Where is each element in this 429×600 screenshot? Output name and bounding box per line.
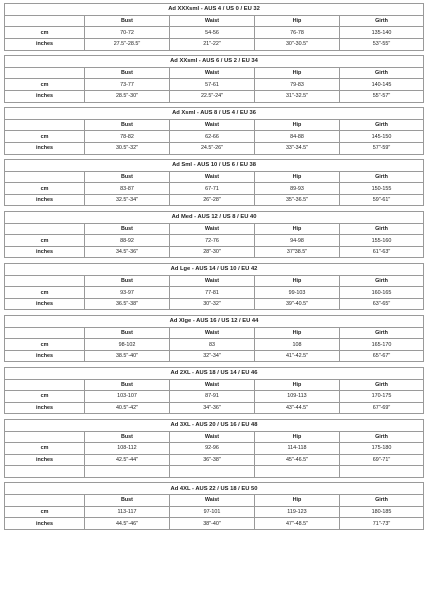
cm-row: [5, 506, 424, 518]
cm-row: [5, 183, 424, 195]
column-header: Hip: [255, 171, 340, 183]
measurement-cell: 140-145: [340, 79, 424, 91]
inches-row-label: inches: [5, 402, 85, 414]
measurement-cell: 42.5"-44": [85, 454, 170, 466]
size-table: [4, 419, 424, 478]
measurement-cell: 78-82: [85, 131, 170, 143]
measurement-cell: 108: [255, 339, 340, 351]
measurement-cell: 89-93: [255, 183, 340, 195]
inches-row-label: inches: [5, 194, 85, 206]
measurement-cell: 84-88: [255, 131, 340, 143]
column-header: Waist: [170, 379, 255, 391]
size-title: Ad Xlge - AUS 16 / US 12 / EU 44: [5, 315, 424, 327]
measurement-cell: 94-98: [255, 235, 340, 247]
measurement-cell: 114-118: [255, 443, 340, 455]
measurement-cell: 44.5"-46": [85, 518, 170, 530]
column-header: Bust: [85, 379, 170, 391]
inches-row-label: inches: [5, 298, 85, 310]
column-header: Hip: [255, 327, 340, 339]
size-title-row: [5, 211, 424, 223]
measurement-cell: 34.5"-36": [85, 246, 170, 258]
column-header: Bust: [85, 223, 170, 235]
column-header-row: [5, 327, 424, 339]
measurement-cell: 180-185: [340, 506, 424, 518]
measurement-cell: 61"-63": [340, 246, 424, 258]
cm-row: [5, 131, 424, 143]
inches-row: [5, 246, 424, 258]
column-header: Waist: [170, 67, 255, 79]
column-header-row: [5, 15, 424, 27]
measurement-cell: 160-165: [340, 287, 424, 299]
cm-row: [5, 443, 424, 455]
blank-cell: [340, 466, 424, 478]
measurement-cell: 32.5"-34": [85, 194, 170, 206]
header-blank-cell: [5, 119, 85, 131]
measurement-cell: 30.5"-32": [85, 142, 170, 154]
size-title-row: [5, 419, 424, 431]
measurement-cell: 71"-73": [340, 518, 424, 530]
column-header: Waist: [170, 119, 255, 131]
blank-cell: [5, 466, 85, 478]
cm-row: [5, 235, 424, 247]
size-title-row: [5, 483, 424, 495]
inches-row: [5, 350, 424, 362]
cm-row-label: cm: [5, 506, 85, 518]
header-blank-cell: [5, 15, 85, 27]
measurement-cell: 31"-32.5": [255, 90, 340, 102]
size-title-row: [5, 315, 424, 327]
cm-row: [5, 27, 424, 39]
measurement-cell: 26"-28": [170, 194, 255, 206]
column-header: Hip: [255, 495, 340, 507]
measurement-cell: 36"-38": [170, 454, 255, 466]
cm-row-label: cm: [5, 131, 85, 143]
measurement-cell: 63"-65": [340, 298, 424, 310]
measurement-cell: 30"-32": [170, 298, 255, 310]
measurement-cell: 83-87: [85, 183, 170, 195]
measurement-cell: 87-91: [170, 391, 255, 403]
measurement-cell: 108-112: [85, 443, 170, 455]
blank-cell: [170, 466, 255, 478]
column-header: Waist: [170, 171, 255, 183]
measurement-cell: 30"-30.5": [255, 38, 340, 50]
inches-row-label: inches: [5, 350, 85, 362]
column-header: Bust: [85, 67, 170, 79]
column-header-row: [5, 431, 424, 443]
column-header: Waist: [170, 15, 255, 27]
measurement-cell: 32"-34": [170, 350, 255, 362]
measurement-cell: 155-160: [340, 235, 424, 247]
column-header-row: [5, 495, 424, 507]
cm-row-label: cm: [5, 287, 85, 299]
column-header: Bust: [85, 327, 170, 339]
measurement-cell: 53"-55": [340, 38, 424, 50]
cm-row-label: cm: [5, 391, 85, 403]
measurement-cell: 83: [170, 339, 255, 351]
measurement-cell: 135-140: [340, 27, 424, 39]
header-blank-cell: [5, 379, 85, 391]
header-blank-cell: [5, 223, 85, 235]
inches-row-label: inches: [5, 518, 85, 530]
measurement-cell: 57-61: [170, 79, 255, 91]
size-title-row: [5, 367, 424, 379]
measurement-cell: 39"-40.5": [255, 298, 340, 310]
measurement-cell: 109-113: [255, 391, 340, 403]
measurement-cell: 72-76: [170, 235, 255, 247]
column-header: Girth: [340, 119, 424, 131]
measurement-cell: 28"-30": [170, 246, 255, 258]
measurement-cell: 88-92: [85, 235, 170, 247]
column-header: Bust: [85, 15, 170, 27]
cm-row-label: cm: [5, 27, 85, 39]
measurement-cell: 70-72: [85, 27, 170, 39]
cm-row-label: cm: [5, 183, 85, 195]
inches-row: [5, 142, 424, 154]
size-table: [4, 482, 424, 530]
column-header: Hip: [255, 379, 340, 391]
column-header-row: [5, 119, 424, 131]
column-header: Bust: [85, 275, 170, 287]
cm-row-label: cm: [5, 443, 85, 455]
size-title-row: [5, 159, 424, 171]
inches-row: [5, 402, 424, 414]
size-table: [4, 211, 424, 259]
column-header: Girth: [340, 67, 424, 79]
size-table: [4, 55, 424, 103]
column-header: Hip: [255, 431, 340, 443]
inches-row-label: inches: [5, 454, 85, 466]
column-header: Girth: [340, 431, 424, 443]
column-header: Bust: [85, 495, 170, 507]
column-header: Bust: [85, 171, 170, 183]
column-header-row: [5, 171, 424, 183]
cm-row-label: cm: [5, 79, 85, 91]
measurement-cell: 170-175: [340, 391, 424, 403]
cm-row: [5, 391, 424, 403]
inches-row: [5, 298, 424, 310]
column-header: Girth: [340, 15, 424, 27]
measurement-cell: 24.5"-26": [170, 142, 255, 154]
measurement-cell: 55"-57": [340, 90, 424, 102]
measurement-cell: 62-66: [170, 131, 255, 143]
column-header: Bust: [85, 119, 170, 131]
measurement-cell: 92-96: [170, 443, 255, 455]
measurement-cell: 145-150: [340, 131, 424, 143]
inches-row: [5, 38, 424, 50]
cm-row: [5, 79, 424, 91]
column-header: Waist: [170, 275, 255, 287]
column-header: Bust: [85, 431, 170, 443]
size-title-row: [5, 4, 424, 16]
column-header: Hip: [255, 67, 340, 79]
header-blank-cell: [5, 495, 85, 507]
measurement-cell: 57"-59": [340, 142, 424, 154]
size-title-row: [5, 107, 424, 119]
size-table: [4, 3, 424, 51]
blank-cell: [255, 466, 340, 478]
measurement-cell: 54-56: [170, 27, 255, 39]
measurement-cell: 59"-61": [340, 194, 424, 206]
inches-row: [5, 454, 424, 466]
cm-row: [5, 339, 424, 351]
measurement-cell: 97-101: [170, 506, 255, 518]
column-header: Waist: [170, 495, 255, 507]
column-header: Girth: [340, 379, 424, 391]
measurement-cell: 27.5"-28.5": [85, 38, 170, 50]
size-chart: [4, 3, 423, 530]
measurement-cell: 93-97: [85, 287, 170, 299]
measurement-cell: 37"38.5": [255, 246, 340, 258]
measurement-cell: 103-107: [85, 391, 170, 403]
measurement-cell: 119-123: [255, 506, 340, 518]
column-header: Girth: [340, 171, 424, 183]
size-title: Ad Sml - AUS 10 / US 6 / EU 38: [5, 159, 424, 171]
measurement-cell: 98-102: [85, 339, 170, 351]
blank-cell: [85, 466, 170, 478]
column-header-row: [5, 67, 424, 79]
size-title: Ad 2XL - AUS 18 / US 14 / EU 46: [5, 367, 424, 379]
measurement-cell: 67"-69": [340, 402, 424, 414]
column-header: Waist: [170, 431, 255, 443]
column-header: Hip: [255, 119, 340, 131]
inches-row-label: inches: [5, 90, 85, 102]
column-header: Waist: [170, 327, 255, 339]
size-title: Ad Xsml - AUS 8 / US 4 / EU 36: [5, 107, 424, 119]
measurement-cell: 76-78: [255, 27, 340, 39]
size-table: [4, 107, 424, 155]
measurement-cell: 40.5"-42": [85, 402, 170, 414]
size-title: Ad Lge - AUS 14 / US 10 / EU 42: [5, 263, 424, 275]
measurement-cell: 47"-48.5": [255, 518, 340, 530]
measurement-cell: 69"-71": [340, 454, 424, 466]
header-blank-cell: [5, 275, 85, 287]
size-title: Ad XXsml - AUS 6 / US 2 / EU 34: [5, 55, 424, 67]
inches-row: [5, 194, 424, 206]
column-header: Hip: [255, 275, 340, 287]
size-title: Ad 4XL - AUS 22 / US 18 / EU 50: [5, 483, 424, 495]
measurement-cell: 79-83: [255, 79, 340, 91]
measurement-cell: 77-81: [170, 287, 255, 299]
cm-row-label: cm: [5, 235, 85, 247]
size-title: Ad Med - AUS 12 / US 8 / EU 40: [5, 211, 424, 223]
column-header: Girth: [340, 495, 424, 507]
column-header-row: [5, 223, 424, 235]
cm-row: [5, 287, 424, 299]
measurement-cell: 65"-67": [340, 350, 424, 362]
column-header: Hip: [255, 15, 340, 27]
blank-row: [5, 466, 424, 478]
measurement-cell: 150-155: [340, 183, 424, 195]
inches-row-label: inches: [5, 38, 85, 50]
size-title: Ad 3XL - AUS 20 / US 16 / EU 48: [5, 419, 424, 431]
header-blank-cell: [5, 171, 85, 183]
column-header: Girth: [340, 327, 424, 339]
measurement-cell: 21"-22": [170, 38, 255, 50]
column-header: Hip: [255, 223, 340, 235]
size-table: [4, 367, 424, 415]
measurement-cell: 67-71: [170, 183, 255, 195]
column-header-row: [5, 379, 424, 391]
size-title-row: [5, 55, 424, 67]
measurement-cell: 34"-36": [170, 402, 255, 414]
inches-row: [5, 518, 424, 530]
measurement-cell: 28.5"-30": [85, 90, 170, 102]
measurement-cell: 33"-34.5": [255, 142, 340, 154]
measurement-cell: 41"-42.5": [255, 350, 340, 362]
size-title: Ad XXXsml - AUS 4 / US 0 / EU 32: [5, 4, 424, 16]
column-header: Waist: [170, 223, 255, 235]
measurement-cell: 165-170: [340, 339, 424, 351]
inches-row: [5, 90, 424, 102]
header-blank-cell: [5, 67, 85, 79]
measurement-cell: 99-103: [255, 287, 340, 299]
size-table: [4, 159, 424, 207]
header-blank-cell: [5, 327, 85, 339]
header-blank-cell: [5, 431, 85, 443]
size-table: [4, 315, 424, 363]
inches-row-label: inches: [5, 142, 85, 154]
size-table: [4, 263, 424, 311]
measurement-cell: 22.5"-24": [170, 90, 255, 102]
inches-row-label: inches: [5, 246, 85, 258]
measurement-cell: 175-180: [340, 443, 424, 455]
measurement-cell: 35"-36.5": [255, 194, 340, 206]
size-title-row: [5, 263, 424, 275]
measurement-cell: 43"-44.5": [255, 402, 340, 414]
measurement-cell: 113-117: [85, 506, 170, 518]
measurement-cell: 38.5"-40": [85, 350, 170, 362]
cm-row-label: cm: [5, 339, 85, 351]
measurement-cell: 38"-40": [170, 518, 255, 530]
column-header-row: [5, 275, 424, 287]
column-header: Girth: [340, 275, 424, 287]
column-header: Girth: [340, 223, 424, 235]
measurement-cell: 36.5"-38": [85, 298, 170, 310]
measurement-cell: 45"-46.5": [255, 454, 340, 466]
measurement-cell: 73-77: [85, 79, 170, 91]
